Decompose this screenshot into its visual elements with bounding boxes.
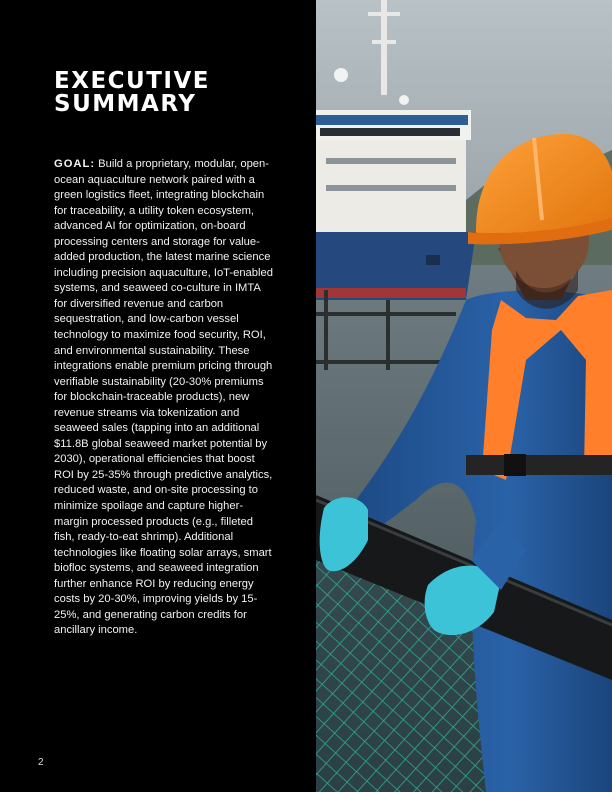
title-line-1: EXECUTIVE [54,68,210,94]
goal-text: Build a proprietary, modular, open-ocean aquaculture network paired with a green logistics fleet, integrating blockchain for traceability, a utility token ecosystem, advanced AI for optimization, on-board processing centers and storage for value-added production, the latest marine science including precision aquaculture, IoT-enabled systems, and seaweed co-culture in IMTA for diversified revenue and carbon sequestration, and low-carbon vessel technology to maximize food security, ROI, and environmental sustainability. These integrations enable premium pricing through verifiable sustainability (20-30% premiums for blockchain-traceable products), new revenue streams via tokenization and seaweed sales (tapping into an additional $11.8B global seaweed market potential by 2030), operational efficiencies that boost ROI by 25-35% through predictive analytics, reduced waste, and on-site processing to minimize spoilage and capture higher-margin processed products (e.g., filleted fish, ready-to-eat shrimp). Additional technologies like floating solar arrays, smart biofloc systems, and seaweed integration further enhance ROI by reducing energy costs by 20-30%, improving yields by 15-25%, and generating carbon credits for ancillary income. [54,158,273,637]
page-number: 2 [38,757,44,768]
goal-label: GOAL: [54,158,96,170]
page-title [54,70,210,116]
aquaculture-worker-photo [316,0,612,792]
goal-paragraph [54,157,276,639]
title-line-2: SUMMARY [54,91,197,117]
